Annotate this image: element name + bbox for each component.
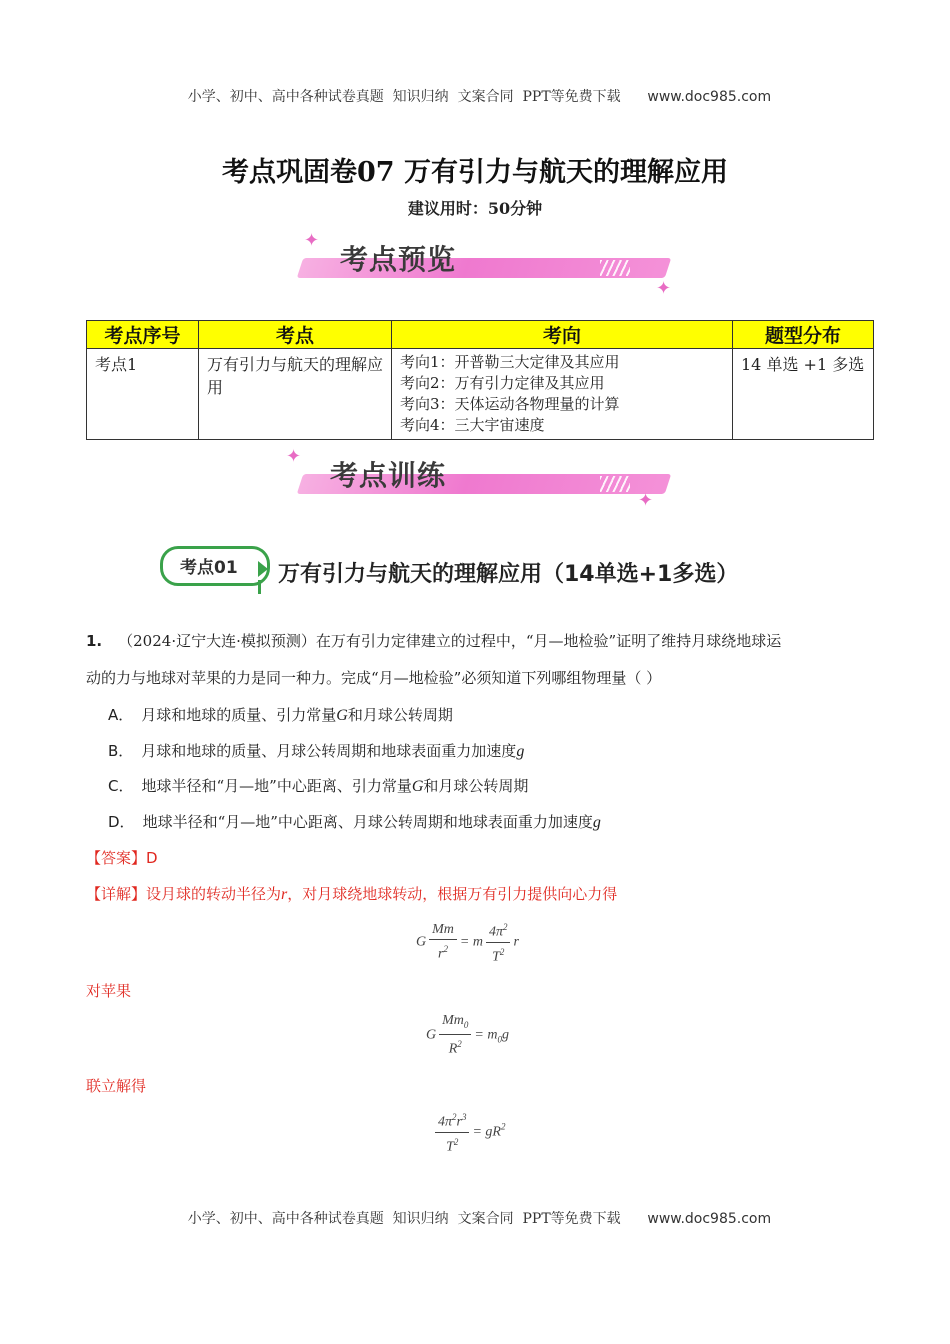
section-title: 万有引力与航天的理解应用（14单选+1多选） <box>278 562 739 587</box>
badge-arrow-icon <box>258 561 268 577</box>
direction-item: 考向4：三大宇宙速度 <box>400 416 545 434</box>
banner-preview-text: 考点预览 <box>340 243 457 276</box>
page-title: 考点巩固卷07 万有引力与航天的理解应用 <box>222 157 728 188</box>
question-line-1 <box>86 630 781 651</box>
direction-item: 考向1：开普勒三大定律及其应用 <box>400 353 620 371</box>
banner-stripes <box>600 476 630 492</box>
question-number: 1. <box>86 632 103 650</box>
option-a: A． 月球和地球的质量、引力常量G和月球公转周期 <box>108 706 453 724</box>
detail-line: 【详解】设月球的转动半径为r，对月球绕地球转动，根据万有引力提供向心力得 <box>86 885 618 903</box>
sparkle-icon: ✦ <box>286 446 302 467</box>
cell-index: 考点1 <box>87 349 199 440</box>
header-text: 小学、初中、高中各种试卷真题 知识归纳 文案合同 PPT等免费下载 <box>187 89 621 105</box>
table-row <box>87 349 874 440</box>
combined-label: 联立解得 <box>86 1077 147 1095</box>
banner-training-text: 考点训练 <box>330 459 447 492</box>
col-header-topic: 考点 <box>199 321 392 349</box>
footer-site: www.doc985.com <box>647 1211 772 1227</box>
sparkle-icon: ✦ <box>656 278 672 299</box>
sparkle-icon: ✦ <box>304 230 320 251</box>
section-badge-text: 考点01 <box>180 558 238 578</box>
option-c: C． 地球半径和“月—地”中心距离、引力常量G和月球公转周期 <box>108 777 529 795</box>
page-header <box>0 70 950 106</box>
cell-directions <box>392 349 733 440</box>
col-header-index: 考点序号 <box>87 321 199 349</box>
footer-text: 小学、初中、高中各种试卷真题 知识归纳 文案合同 PPT等免费下载 <box>187 1211 621 1227</box>
question-line-2: 动的力与地球对苹果的力是同一种力。完成“月—地检验”必须知道下列哪组物理量（ ） <box>86 669 662 687</box>
detail-label: 【详解】 <box>86 885 147 903</box>
banner-stripes <box>600 260 630 276</box>
banner-training <box>270 446 680 512</box>
overview-table <box>86 320 874 440</box>
col-header-distribution: 题型分布 <box>733 321 874 349</box>
cell-topic: 万有引力与航天的理解应用 <box>199 349 392 440</box>
option-b: B． 月球和地球的质量、月球公转周期和地球表面重力加速度g <box>108 742 525 760</box>
apple-label: 对苹果 <box>86 982 132 1000</box>
answer-value: D <box>146 849 158 867</box>
option-d: D． 地球半径和“月—地”中心距离、月球公转周期和地球表面重力加速度g <box>108 813 601 831</box>
badge-stem <box>258 580 261 594</box>
cell-distribution: 14 单选 +1 多选 <box>733 349 874 440</box>
header-site: www.doc985.com <box>647 89 772 105</box>
formula-1: G $\frac{Mm}{r^2}$ = m $\frac{4\pi^2}{T^2}$ r <box>416 918 519 966</box>
direction-item: 考向3：天体运动各物理量的计算 <box>400 395 620 413</box>
answer <box>86 847 158 868</box>
sparkle-icon: ✦ <box>638 490 654 511</box>
banner-preview <box>270 230 680 299</box>
formula-2: G $\frac{Mm_0}{R^2}$ = $m_0g$ <box>426 1013 509 1057</box>
direction-item: 考向2：万有引力定律及其应用 <box>400 374 605 392</box>
question-stem-1: （2024·辽宁大连·模拟预测）在万有引力定律建立的过程中，“月—地检验”证明了维持月球绕地球运 <box>118 632 782 650</box>
page-footer <box>0 1192 950 1228</box>
suggested-time: 建议用时：50分钟 <box>407 199 543 218</box>
table-header-row <box>87 321 874 349</box>
answer-label: 【答案】 <box>86 849 147 867</box>
formula-3: $\frac{4\pi^2r^3}{T^2}$ = $gR^2$ <box>432 1108 505 1156</box>
col-header-direction: 考向 <box>392 321 733 349</box>
